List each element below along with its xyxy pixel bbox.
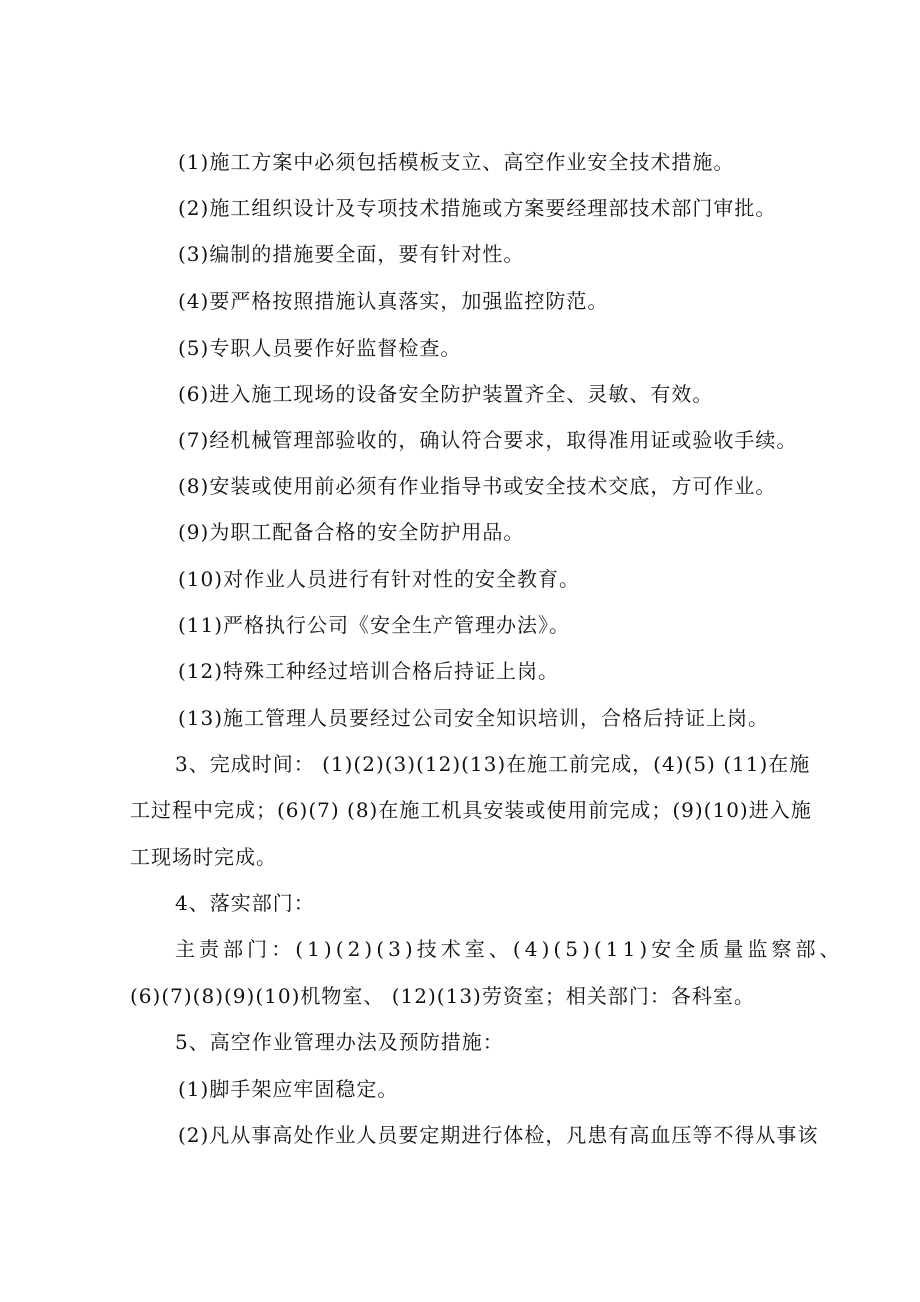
item-5: (5)专职人员要作好监督检查。 — [178, 336, 462, 360]
section-3-line-3: 工现场时完成。 — [130, 845, 277, 869]
item-8: (8)安装或使用前必须有作业指导书或安全技术交底，方可作业。 — [178, 474, 777, 498]
item-6: (6)进入施工现场的设备安全防护装置齐全、灵敏、有效。 — [178, 382, 714, 406]
section-5-item-2: (2)凡从事高处作业人员要定期进行体检，凡患有高血压等不得从事该 — [178, 1123, 819, 1147]
section-5-heading: 5、高空作业管理办法及预防措施： — [175, 1030, 504, 1054]
section-4-line-1-text: 主 责 部 门 ： ( 1 ) ( 2 ) ( 3 ) 技 术 室 、 ( 4 ) ( 5 ) ( 1 1 ) 安 全 质 量 监 察 部 、 — [175, 937, 841, 961]
item-7: (7)经机械管理部验收的，确认符合要求，取得准用证或验收手续。 — [178, 428, 798, 452]
item-1: (1)施工方案中必须包括模板支立、高空作业安全技术措施。 — [178, 150, 735, 174]
item-12: (12)特殊工种经过培训合格后持证上岗。 — [178, 659, 560, 683]
section-5-item-1: (1)脚手架应牢固稳定。 — [178, 1077, 399, 1101]
section-3-line-1: 3、完成时间： (1)(2)(3)(12)(13)在施工前完成，(4)(5) (11)在施 — [175, 752, 811, 776]
section-4-heading: 4、落实部门： — [175, 891, 315, 915]
section-3-line-2: 工过程中完成；(6)(7) (8)在施工机具安装或使用前完成；(9)(10)进入施 — [130, 798, 812, 822]
item-2: (2)施工组织设计及专项技术措施或方案要经理部技术部门审批。 — [178, 196, 777, 220]
item-4: (4)要严格按照措施认真落实，加强监控防范。 — [178, 289, 609, 313]
section-4-line-2: (6)(7)(8)(9)(10)机物室、 (12)(13)劳资室；相关部门：各科室。 — [130, 984, 755, 1008]
item-13: (13)施工管理人员要经过公司安全知识培训，合格后持证上岗。 — [178, 706, 770, 730]
section-4-line-1 — [175, 937, 841, 961]
item-11: (11)严格执行公司《安全生产管理办法》。 — [178, 613, 571, 637]
item-10: (10)对作业人员进行有针对性的安全教育。 — [178, 567, 581, 591]
item-9: (9)为职工配备合格的安全防护用品。 — [178, 520, 525, 544]
item-3: (3)编制的措施要全面，要有针对性。 — [178, 242, 525, 266]
